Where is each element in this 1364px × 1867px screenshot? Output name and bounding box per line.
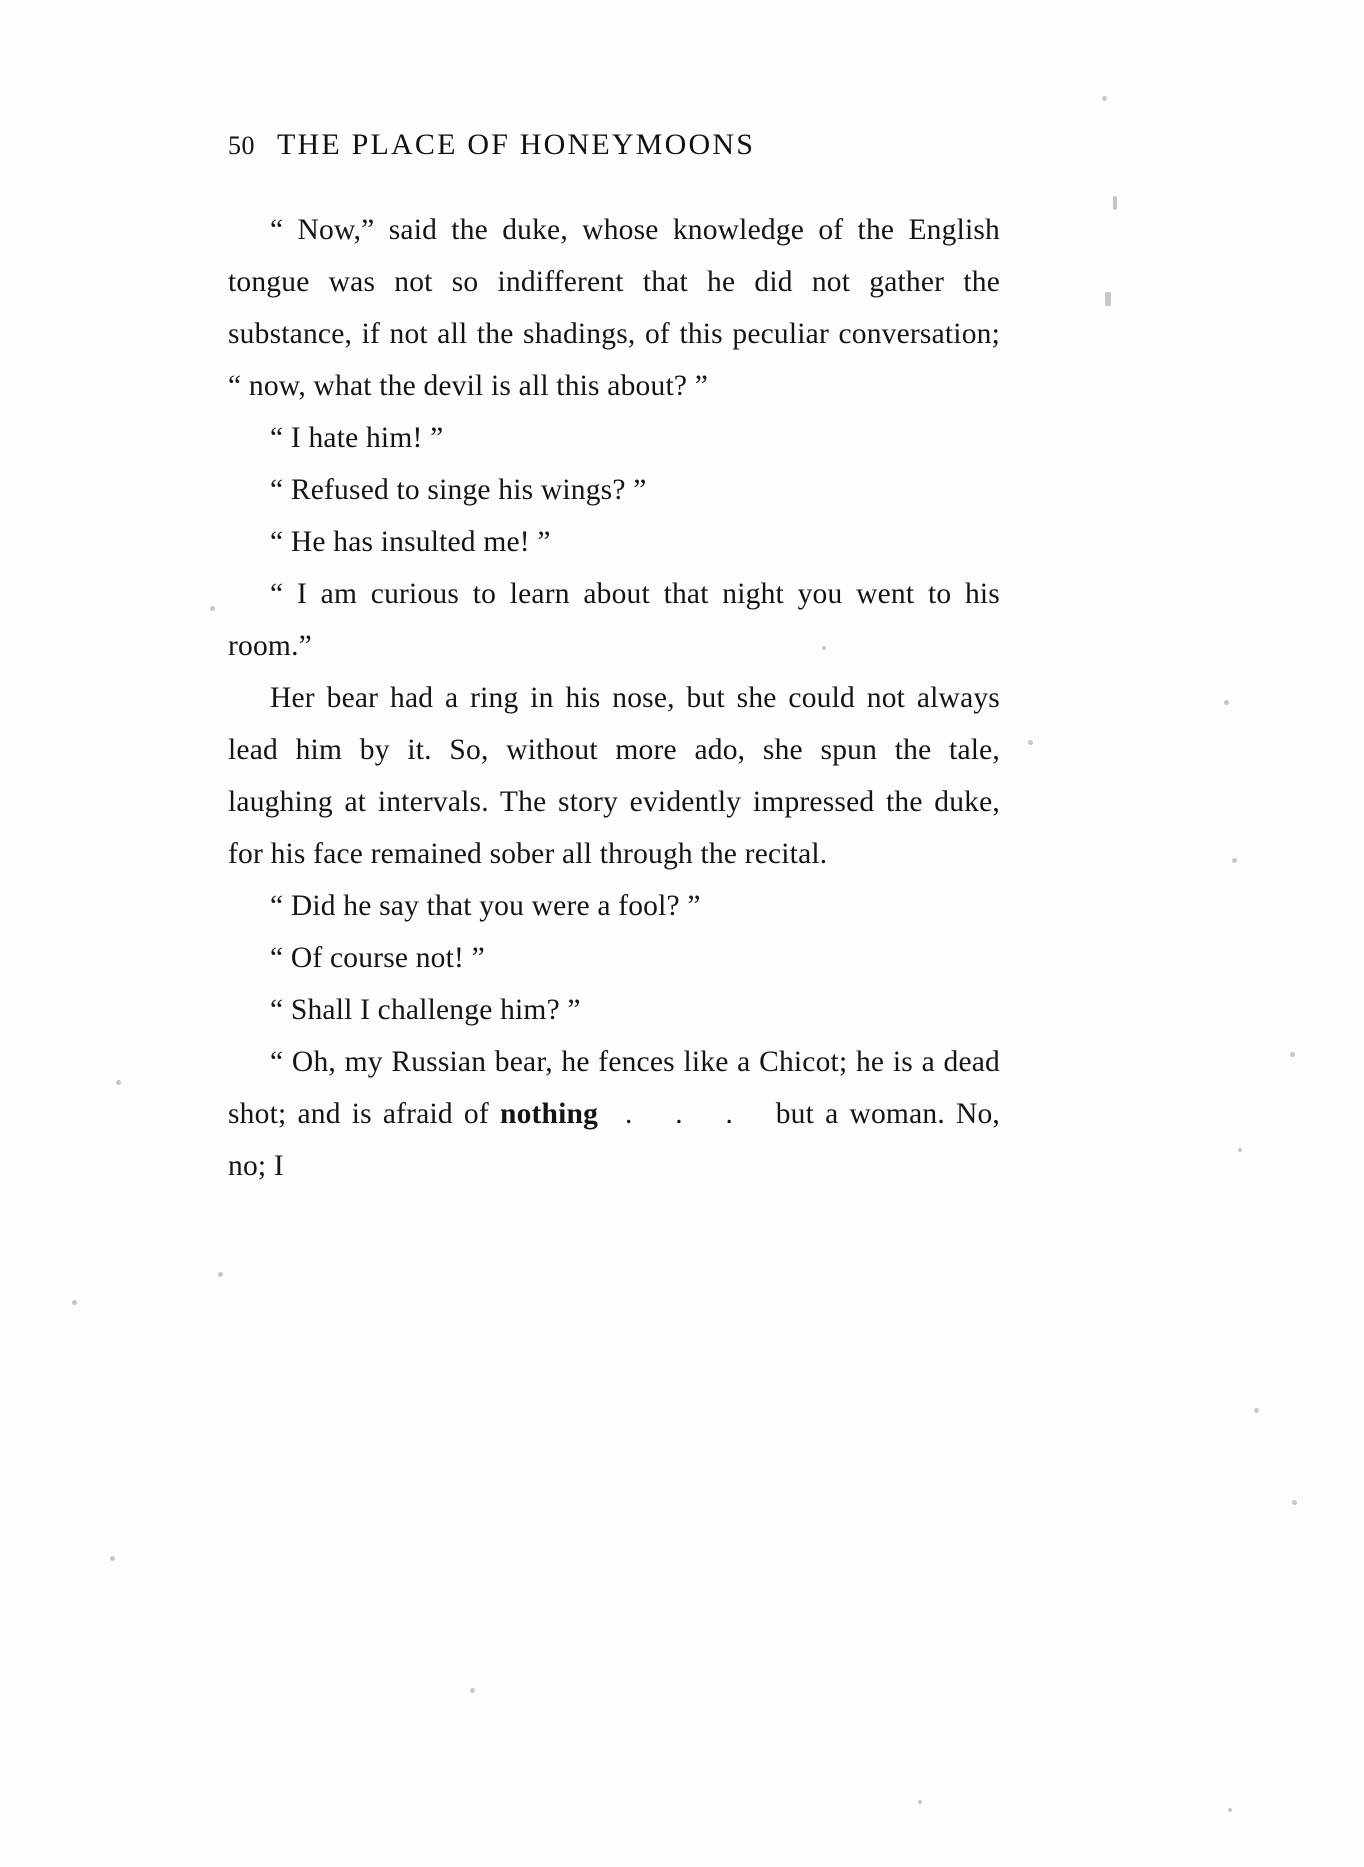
paragraph: “ He has insulted me! ” — [270, 526, 551, 558]
scan-speckle — [470, 1688, 475, 1693]
scan-speckle — [1224, 700, 1229, 705]
emphasized-word: nothing — [499, 1098, 599, 1130]
paragraph: “ Did he say that you were a fool? ” — [270, 890, 701, 922]
scan-speckle — [1254, 1408, 1259, 1413]
scan-speckle — [218, 1272, 223, 1277]
scan-speckle — [918, 1800, 922, 1804]
scan-speckle — [1028, 740, 1033, 745]
scan-speckle — [116, 1080, 121, 1085]
scan-speckle — [1292, 1500, 1297, 1505]
paragraph: “ I hate him! ” — [270, 422, 444, 454]
page-title: THE PLACE OF HONEYMOONS — [277, 128, 756, 161]
paragraph: Her bear had a ring in his nose, but she could not always lead him by it. So, without more ado, she spun the tale, laughing at intervals. The story evidently impressed the duke, for his face remained sober all through the recital. — [228, 682, 1000, 870]
paragraph-final — [228, 1036, 1000, 1192]
scan-speckle — [1102, 96, 1107, 101]
scan-speckle — [210, 606, 215, 611]
paragraph: “ Refused to singe his wings? ” — [270, 474, 647, 506]
scan-speckle — [1228, 1808, 1232, 1812]
paragraph: “ I am curious to learn about that night you went to his room.” — [228, 578, 1000, 662]
ellipsis-dots: . . . — [598, 1098, 776, 1130]
page-text-block — [228, 128, 1000, 1192]
final-lead-text: “ Oh, my Russian bear, he fences like a Chicot; he is a dead shot; and is afraid of — [228, 1046, 1000, 1130]
scan-speckle — [1232, 858, 1237, 863]
paragraph: “ Of course not! ” — [270, 942, 485, 974]
scan-speckle — [1105, 292, 1111, 306]
page-number: 50 — [228, 131, 255, 160]
scan-speckle — [1113, 196, 1117, 210]
running-head — [228, 128, 1000, 162]
scan-speckle — [110, 1556, 115, 1561]
scan-speckle — [1238, 1148, 1242, 1152]
final-tail-text: but a woman. No, no; I — [228, 1098, 1000, 1182]
scan-speckle — [1290, 1052, 1295, 1057]
paragraph: “ Now,” said the duke, whose knowledge of the English tongue was not so indifferent that he did not gather the substance, if not all the shadings, of this peculiar conversation; “ now, what the devil is all this about? ” — [228, 214, 1000, 402]
scan-speckle — [72, 1300, 77, 1305]
paragraph: “ Shall I challenge him? ” — [270, 994, 581, 1026]
